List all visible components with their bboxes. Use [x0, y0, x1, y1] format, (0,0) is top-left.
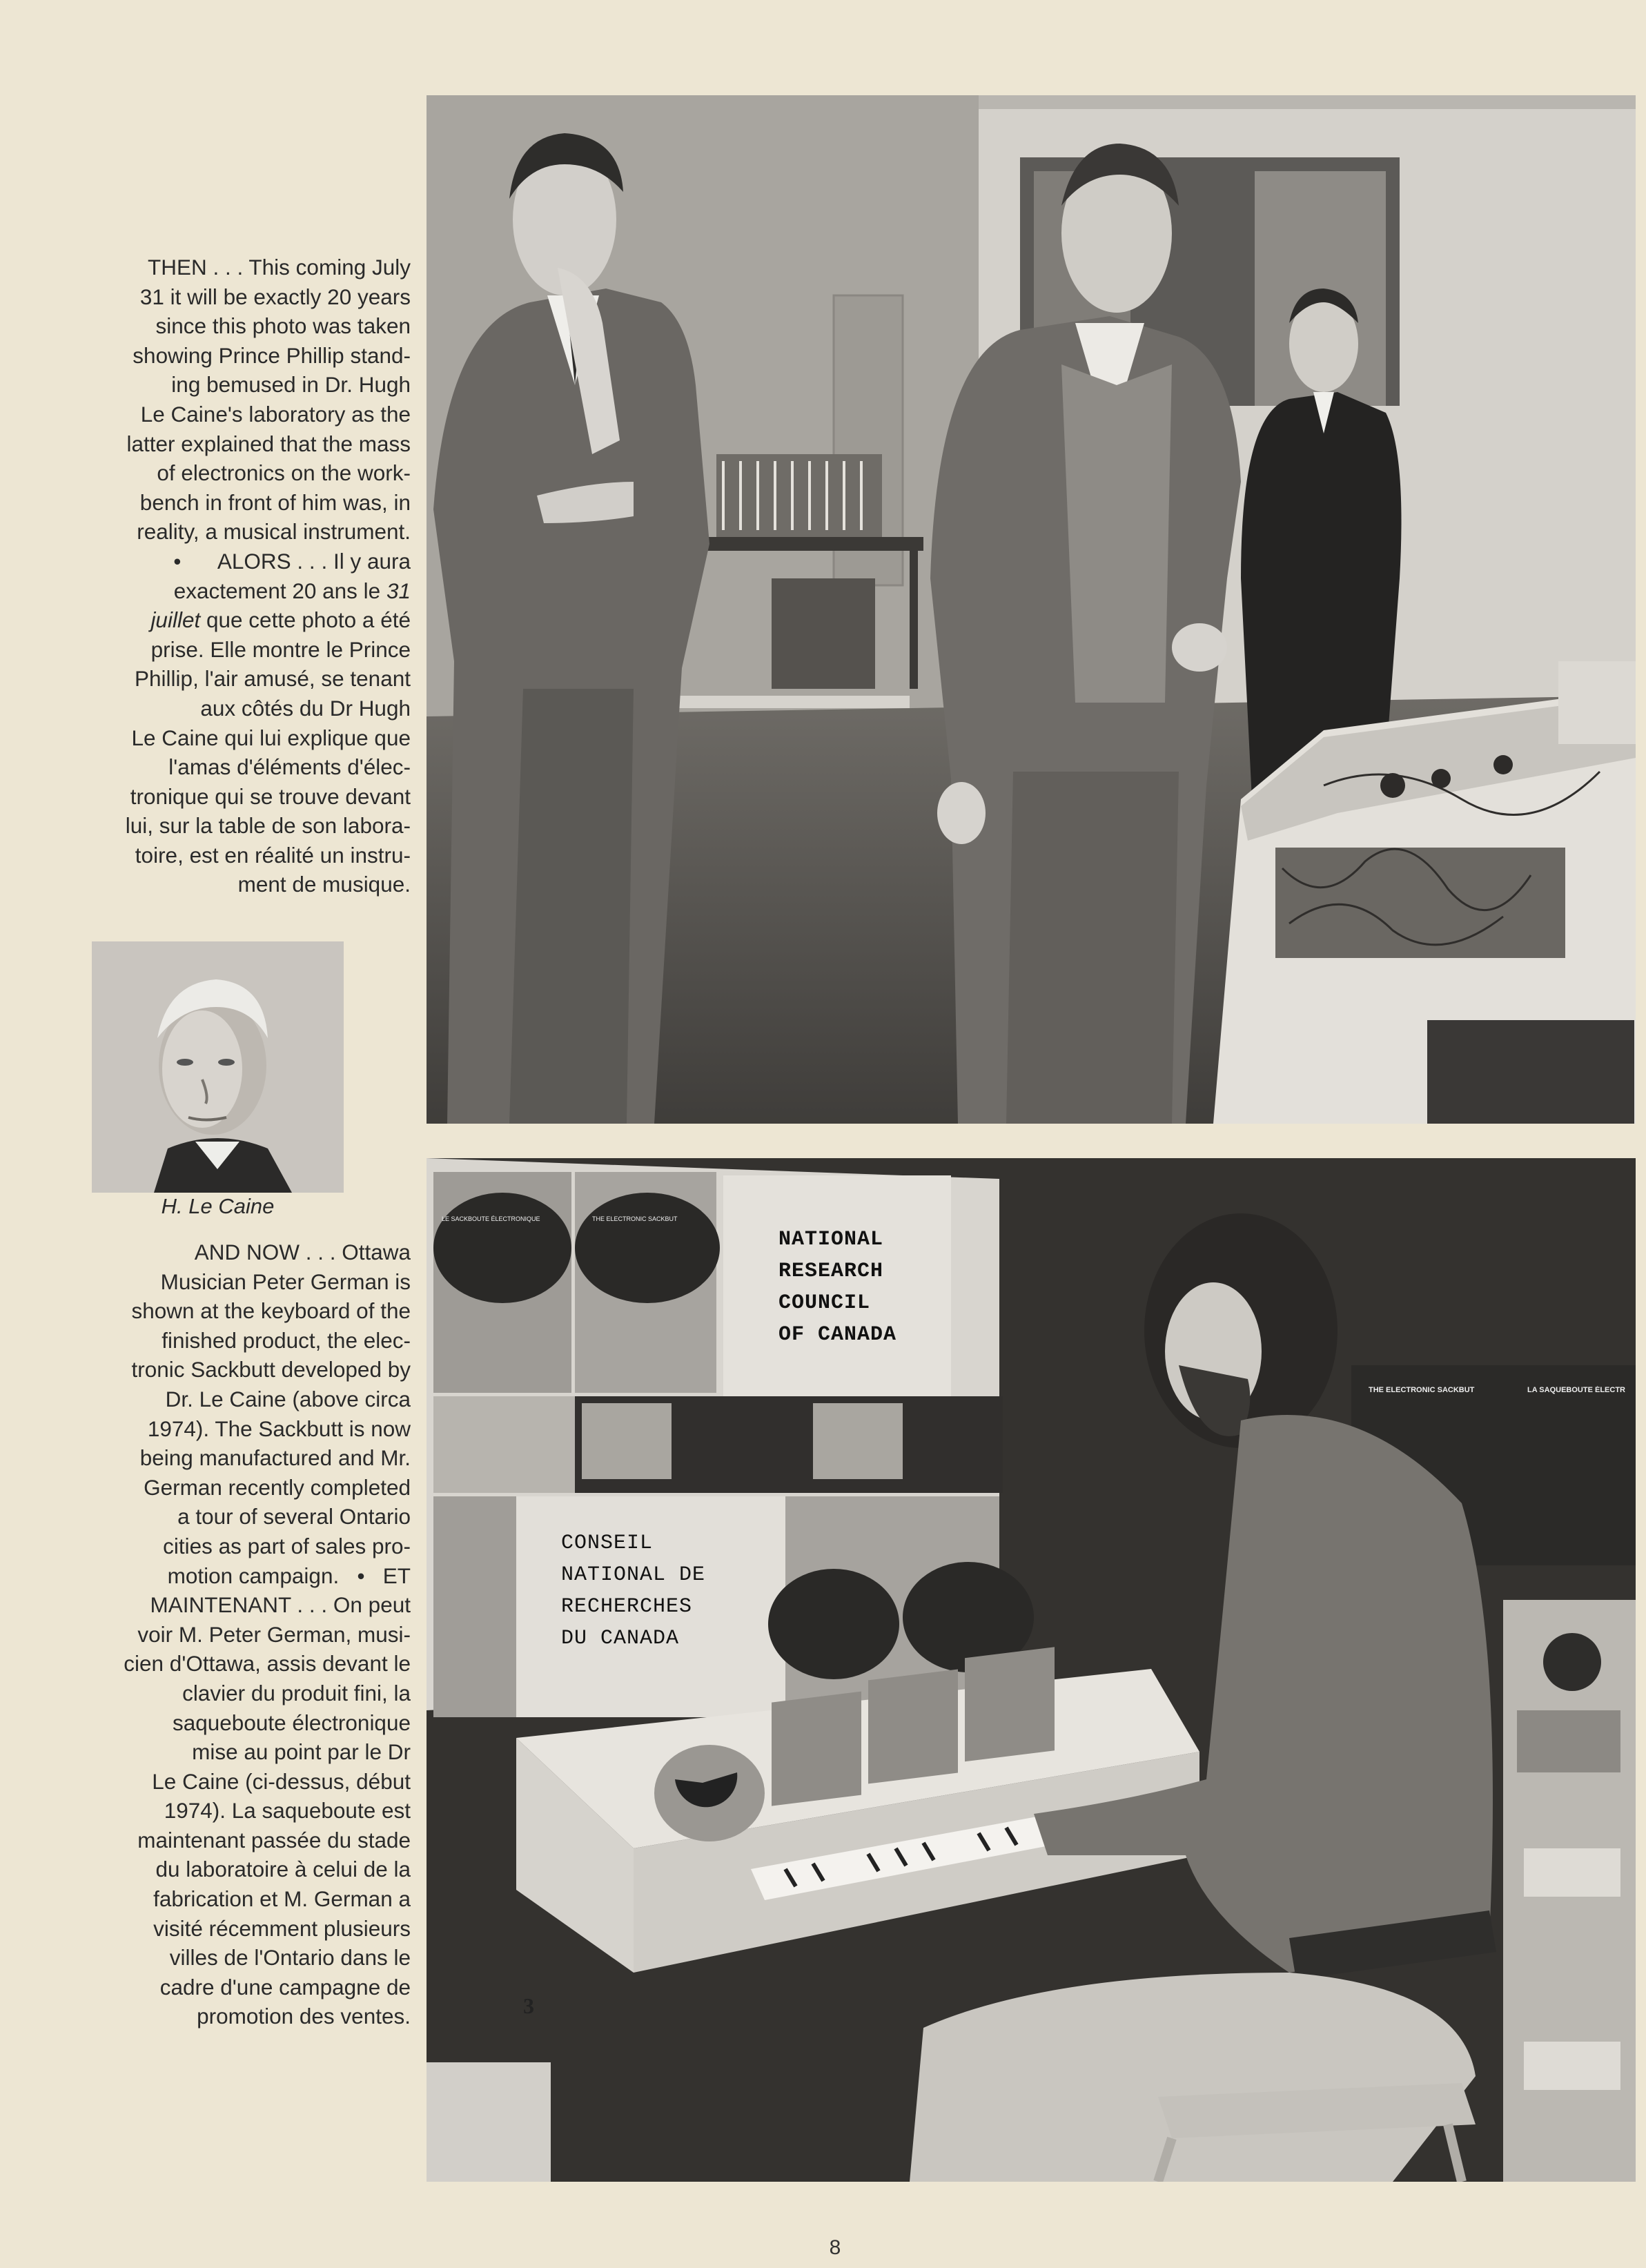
now-line: cities as part of sales pro- [163, 1533, 411, 1558]
now-line: voir M. Peter German, musi- [137, 1621, 411, 1647]
photo-then-laboratory [427, 95, 1636, 1124]
now-line: cadre d'une campagne de [159, 1974, 411, 2000]
cnrc-sign-line: CONSEIL [561, 1532, 654, 1555]
portrait-caption: H. Le Caine [161, 1194, 275, 1218]
now-line: villes de l'Ontario dans le [169, 1945, 411, 1971]
now-line: finished product, the elec- [161, 1327, 411, 1353]
alors-lead: ALORS . . . Il y aura [217, 548, 411, 574]
nrc-sign-line: RESEARCH [778, 1260, 884, 1283]
alors-line: l'amas d'éléments d'élec- [168, 754, 411, 780]
then-line: ing bemused in Dr. Hugh [171, 372, 411, 398]
then-line: showing Prince Phillip stand- [133, 342, 411, 368]
alors-line: aux côtés du Dr Hugh [200, 695, 411, 721]
then-line: Le Caine's laboratory as the [140, 401, 411, 427]
now-line: promotion des ventes. [197, 2004, 411, 2029]
then-line: of electronics on the work- [157, 460, 411, 486]
alors-date-month: juillet [150, 607, 201, 633]
cnrc-sign-line: NATIONAL DE [561, 1563, 706, 1587]
then-line: bench in front of him was, in [139, 489, 411, 515]
now-line: clavier du produit fini, la [182, 1680, 411, 1705]
portrait-photo [92, 941, 344, 1193]
floor-number: 3 [523, 1993, 534, 2018]
now-line: saqueboute électronique [172, 1710, 411, 1735]
alors-date: 31 [386, 578, 411, 603]
nrc-sign-line: NATIONAL [778, 1228, 884, 1251]
alors-line [41, 605, 411, 635]
now-line: mise au point par le Dr [192, 1739, 411, 1765]
cnrc-sign-line: RECHERCHES [561, 1595, 693, 1619]
nrc-sign-line: OF CANADA [778, 1323, 897, 1347]
then-line: reality, a musical instrument. [137, 519, 411, 545]
now-line: AND NOW . . . Ottawa [194, 1240, 411, 1264]
then-line: THEN . . . This coming July [147, 255, 411, 280]
nrc-sign-line: COUNCIL [778, 1291, 871, 1315]
right-panel-title-en: THE ELECTRONIC SACKBUT [1369, 1386, 1475, 1394]
nrc-sign [778, 1224, 897, 1351]
now-line: German recently completed [144, 1474, 411, 1500]
now-line: Musician Peter German is [160, 1269, 411, 1294]
now-line: shown at the keyboard of the [131, 1298, 411, 1324]
then-line: since this photo was taken [155, 313, 411, 339]
oval-2-title: THE ELECTRONIC SACKBUT [592, 1215, 678, 1222]
now-line: 1974). La saqueboute est [164, 1798, 411, 1824]
alors-line: Phillip, l'air amusé, se tenant [135, 666, 411, 692]
now-line: tronic Sackbutt developed by [131, 1357, 411, 1382]
portrait-illustration [92, 941, 344, 1193]
alors-line [41, 547, 411, 576]
now-caption [41, 1238, 411, 2031]
now-line: du laboratoire à celui de la [155, 1857, 411, 1882]
now-line: fabrication et M. German a [153, 1886, 411, 1912]
now-line: motion campaign. • ET [167, 1563, 411, 1588]
now-line: cien d'Ottawa, assis devant le [124, 1651, 411, 1676]
sackbutt-scene-illustration [427, 1158, 1636, 2182]
page-number: 8 [829, 2236, 841, 2259]
now-line: visité récemment plusieurs [153, 1915, 411, 1941]
cnrc-sign [561, 1527, 705, 1654]
cnrc-sign-line: DU CANADA [561, 1627, 680, 1650]
now-line: maintenant passée du stade [137, 1827, 411, 1852]
now-line: MAINTENANT . . . On peut [150, 1592, 411, 1618]
alors-line: tronique qui se trouve devant [130, 783, 411, 809]
alors-line: lui, sur la table de son labora- [125, 813, 411, 839]
lab-scene-illustration [427, 95, 1636, 1124]
then-line: 31 it will be exactly 20 years [139, 284, 411, 309]
now-line: 1974). The Sackbutt is now [147, 1416, 411, 1441]
alors-line: Le Caine qui lui explique que [131, 725, 411, 750]
alors-line: prise. Elle montre le Prince [150, 636, 411, 662]
oval-1-title: LE SACKBOUTE ÉLECTRONIQUE [442, 1215, 540, 1222]
right-panel-title-fr: LA SAQUEBOUTE ÉLECTR [1527, 1386, 1625, 1394]
now-line: a tour of several Ontario [177, 1504, 411, 1529]
now-line: Dr. Le Caine (above circa [165, 1386, 411, 1411]
alors-text: que cette photo a été [206, 607, 411, 633]
now-line: being manufactured and Mr. [139, 1445, 411, 1471]
photo-now-sackbutt [427, 1158, 1636, 2182]
alors-text: exactement 20 ans le [173, 578, 381, 603]
then-line: latter explained that the mass [126, 431, 411, 456]
alors-line [41, 576, 411, 606]
then-caption [41, 253, 411, 899]
alors-line: toire, est en réalité un instru- [135, 842, 411, 868]
now-line: Le Caine (ci-dessus, début [152, 1768, 411, 1794]
bullet: • [173, 548, 182, 574]
alors-line: ment de musique. [237, 872, 411, 897]
